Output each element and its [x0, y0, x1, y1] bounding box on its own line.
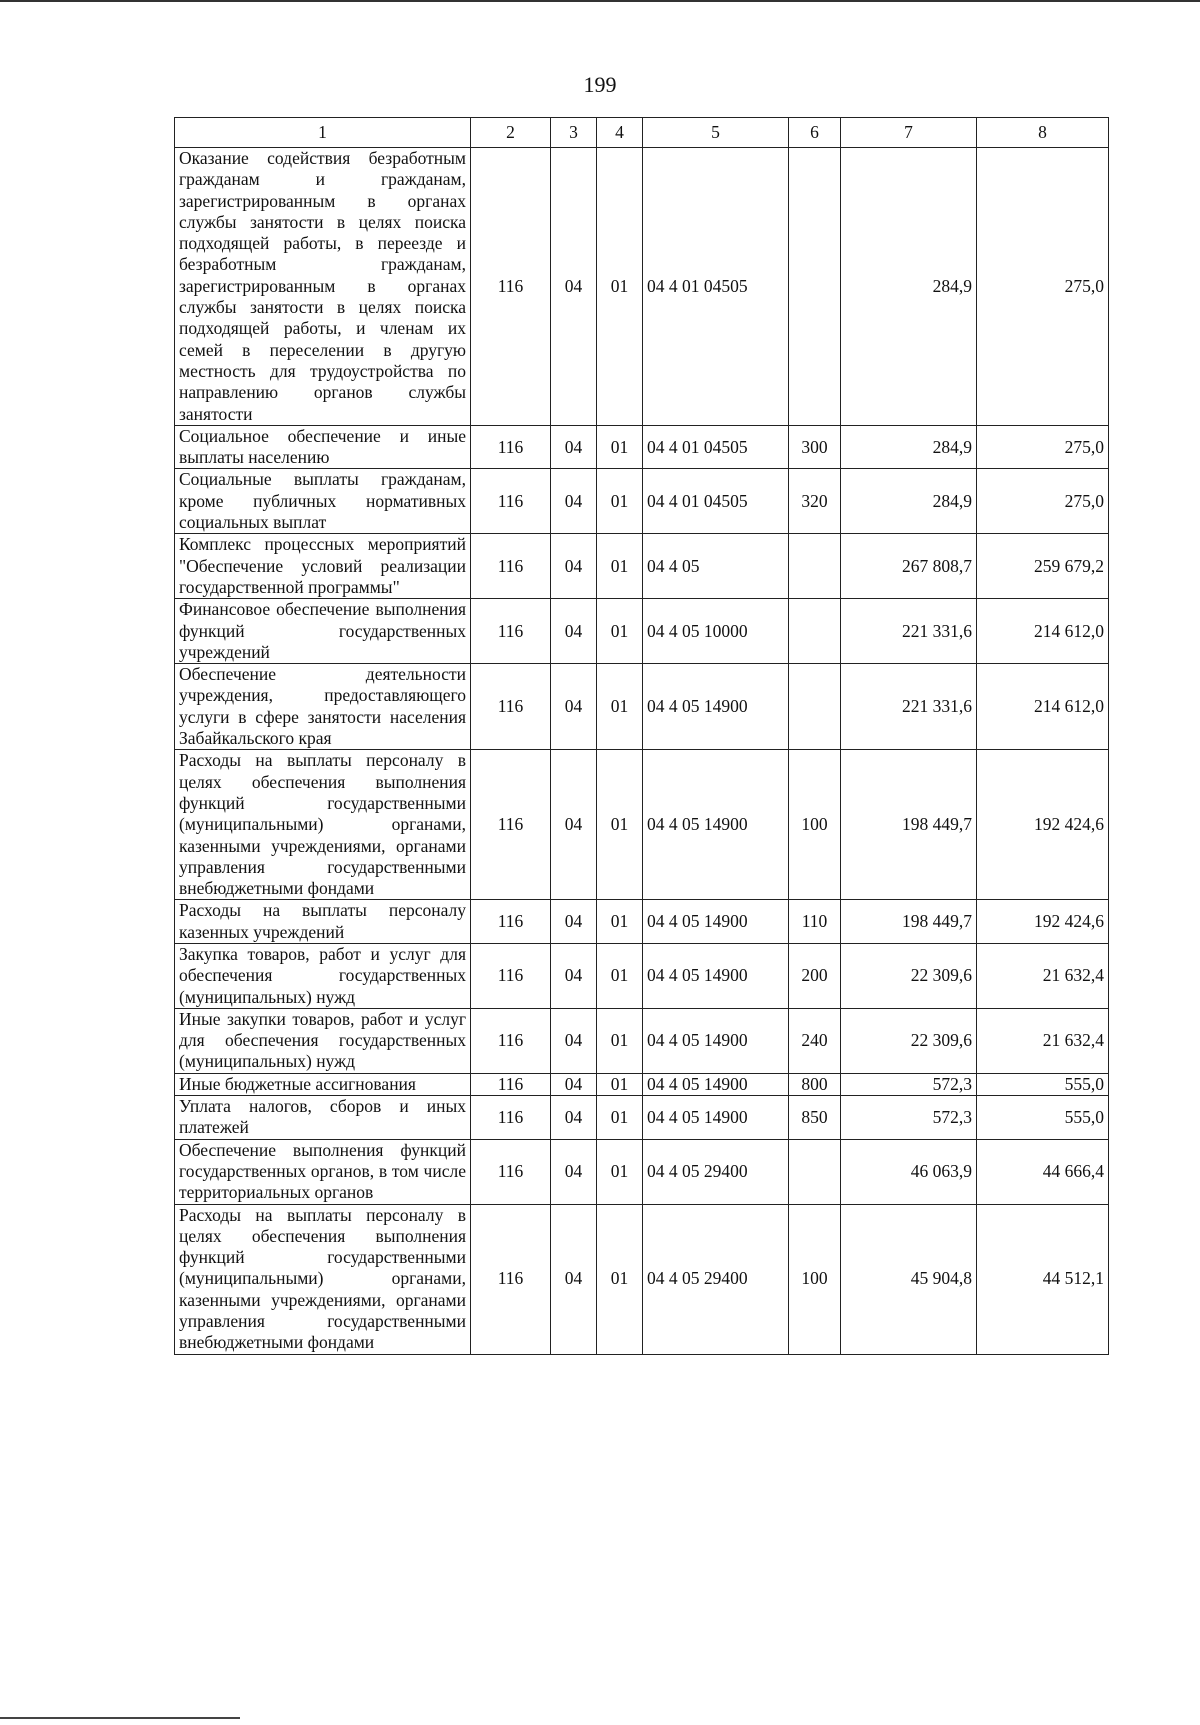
table-row — [175, 1008, 1109, 1073]
subsection-code: 01 — [597, 1096, 643, 1140]
target-article-code: 04 4 05 14900 — [643, 664, 789, 750]
amount-year-1: 284,9 — [841, 148, 977, 426]
expense-name: Обеспечение выполнения функций государственных органов, в том числе территориальных органов — [175, 1139, 471, 1204]
amount-year-2: 275,0 — [977, 425, 1109, 469]
expense-type-code: 100 — [789, 750, 841, 900]
expense-name: Расходы на выплаты персоналу в целях обеспечения выполнения функций государственными (муниципальными) органами, казенными учреждениями, органами управления государственными внебюджетными фондами — [175, 750, 471, 900]
subsection-code: 01 — [597, 534, 643, 599]
expense-name: Оказание содействия безработным гражданам и гражданам, зарегистрированным в органах службы занятости в целях поиска подходящей работы, в переезде и безработным гражданам, зарегистрированным в органах службы занятости в целях поиска подходящей работы, и членам их семей в переселении в другую местность для трудоустройства по направлению органов службы занятости — [175, 148, 471, 426]
amount-year-1: 267 808,7 — [841, 534, 977, 599]
target-article-code: 04 4 01 04505 — [643, 148, 789, 426]
target-article-code: 04 4 05 14900 — [643, 900, 789, 944]
amount-year-2: 21 632,4 — [977, 943, 1109, 1008]
amount-year-2: 192 424,6 — [977, 750, 1109, 900]
amount-year-1: 198 449,7 — [841, 750, 977, 900]
section-code: 04 — [551, 469, 597, 534]
target-article-code: 04 4 05 14900 — [643, 943, 789, 1008]
table-row — [175, 943, 1109, 1008]
amount-year-2: 214 612,0 — [977, 599, 1109, 664]
expense-name: Социальное обеспечение и иные выплаты населению — [175, 425, 471, 469]
subsection-code: 01 — [597, 1008, 643, 1073]
amount-year-1: 572,3 — [841, 1096, 977, 1140]
table-row — [175, 1073, 1109, 1095]
expense-name: Уплата налогов, сборов и иных платежей — [175, 1096, 471, 1140]
table-row — [175, 750, 1109, 900]
section-code: 04 — [551, 900, 597, 944]
column-header: 1 — [175, 118, 471, 148]
section-code: 04 — [551, 425, 597, 469]
amount-year-1: 221 331,6 — [841, 664, 977, 750]
expense-type-code: 240 — [789, 1008, 841, 1073]
amount-year-2: 44 512,1 — [977, 1204, 1109, 1354]
ministry-code: 116 — [471, 900, 551, 944]
subsection-code: 01 — [597, 900, 643, 944]
table-row — [175, 1139, 1109, 1204]
section-code: 04 — [551, 943, 597, 1008]
target-article-code: 04 4 05 14900 — [643, 1096, 789, 1140]
subsection-code: 01 — [597, 750, 643, 900]
table-row — [175, 664, 1109, 750]
bottom-edge-line — [0, 1717, 240, 1719]
section-code: 04 — [551, 599, 597, 664]
ministry-code: 116 — [471, 1073, 551, 1095]
expense-type-code: 110 — [789, 900, 841, 944]
expense-type-code: 200 — [789, 943, 841, 1008]
section-code: 04 — [551, 1008, 597, 1073]
table-row — [175, 1096, 1109, 1140]
ministry-code: 116 — [471, 1096, 551, 1140]
ministry-code: 116 — [471, 425, 551, 469]
section-code: 04 — [551, 1096, 597, 1140]
target-article-code: 04 4 05 14900 — [643, 1008, 789, 1073]
table-row — [175, 534, 1109, 599]
expense-type-code: 800 — [789, 1073, 841, 1095]
amount-year-1: 284,9 — [841, 425, 977, 469]
amount-year-2: 44 666,4 — [977, 1139, 1109, 1204]
target-article-code: 04 4 05 14900 — [643, 750, 789, 900]
section-code: 04 — [551, 534, 597, 599]
expense-name: Финансовое обеспечение выполнения функций государственных учреждений — [175, 599, 471, 664]
amount-year-2: 214 612,0 — [977, 664, 1109, 750]
ministry-code: 116 — [471, 469, 551, 534]
column-header: 5 — [643, 118, 789, 148]
amount-year-2: 192 424,6 — [977, 900, 1109, 944]
table-row — [175, 469, 1109, 534]
subsection-code: 01 — [597, 469, 643, 534]
subsection-code: 01 — [597, 1139, 643, 1204]
subsection-code: 01 — [597, 1073, 643, 1095]
section-code: 04 — [551, 1139, 597, 1204]
target-article-code: 04 4 01 04505 — [643, 425, 789, 469]
ministry-code: 116 — [471, 1008, 551, 1073]
amount-year-1: 45 904,8 — [841, 1204, 977, 1354]
table-row — [175, 148, 1109, 426]
expense-name: Комплекс процессных мероприятий "Обеспечение условий реализации государственной программы" — [175, 534, 471, 599]
column-header: 4 — [597, 118, 643, 148]
amount-year-1: 572,3 — [841, 1073, 977, 1095]
expense-name: Социальные выплаты гражданам, кроме публичных нормативных социальных выплат — [175, 469, 471, 534]
subsection-code: 01 — [597, 1204, 643, 1354]
expense-name: Расходы на выплаты персоналу казенных учреждений — [175, 900, 471, 944]
target-article-code: 04 4 01 04505 — [643, 469, 789, 534]
amount-year-2: 259 679,2 — [977, 534, 1109, 599]
ministry-code: 116 — [471, 599, 551, 664]
amount-year-1: 46 063,9 — [841, 1139, 977, 1204]
page-number: 199 — [583, 72, 617, 97]
expense-type-code — [789, 1139, 841, 1204]
ministry-code: 116 — [471, 943, 551, 1008]
expense-name: Расходы на выплаты персоналу в целях обеспечения выполнения функций государственными (муниципальными) органами, казенными учреждениями, органами управления государственными внебюджетными фондами — [175, 1204, 471, 1354]
target-article-code: 04 4 05 14900 — [643, 1073, 789, 1095]
expense-name: Закупка товаров, работ и услуг для обеспечения государственных (муниципальных) нужд — [175, 943, 471, 1008]
expense-type-code: 300 — [789, 425, 841, 469]
amount-year-2: 555,0 — [977, 1096, 1109, 1140]
ministry-code: 116 — [471, 148, 551, 426]
column-header: 3 — [551, 118, 597, 148]
table-row — [175, 425, 1109, 469]
target-article-code: 04 4 05 29400 — [643, 1139, 789, 1204]
ministry-code: 116 — [471, 1139, 551, 1204]
target-article-code: 04 4 05 10000 — [643, 599, 789, 664]
amount-year-1: 221 331,6 — [841, 599, 977, 664]
expense-type-code: 850 — [789, 1096, 841, 1140]
table-row — [175, 599, 1109, 664]
expense-type-code — [789, 664, 841, 750]
ministry-code: 116 — [471, 534, 551, 599]
budget-table — [174, 117, 1109, 1355]
target-article-code: 04 4 05 — [643, 534, 789, 599]
expense-name: Обеспечение деятельности учреждения, предоставляющего услуги в сфере занятости населения Забайкальского края — [175, 664, 471, 750]
table-row — [175, 1204, 1109, 1354]
expense-type-code: 100 — [789, 1204, 841, 1354]
ministry-code: 116 — [471, 664, 551, 750]
expense-type-code — [789, 148, 841, 426]
expense-type-code — [789, 534, 841, 599]
expense-name: Иные бюджетные ассигнования — [175, 1073, 471, 1095]
ministry-code: 116 — [471, 1204, 551, 1354]
amount-year-1: 22 309,6 — [841, 1008, 977, 1073]
subsection-code: 01 — [597, 943, 643, 1008]
section-code: 04 — [551, 1204, 597, 1354]
amount-year-2: 555,0 — [977, 1073, 1109, 1095]
amount-year-1: 22 309,6 — [841, 943, 977, 1008]
section-code: 04 — [551, 1073, 597, 1095]
amount-year-2: 275,0 — [977, 469, 1109, 534]
amount-year-1: 198 449,7 — [841, 900, 977, 944]
subsection-code: 01 — [597, 664, 643, 750]
column-header: 8 — [977, 118, 1109, 148]
expense-type-code — [789, 599, 841, 664]
section-code: 04 — [551, 664, 597, 750]
column-header: 2 — [471, 118, 551, 148]
table-row — [175, 900, 1109, 944]
section-code: 04 — [551, 750, 597, 900]
column-header: 7 — [841, 118, 977, 148]
section-code: 04 — [551, 148, 597, 426]
top-edge-line — [0, 0, 1200, 2]
subsection-code: 01 — [597, 425, 643, 469]
expense-type-code: 320 — [789, 469, 841, 534]
subsection-code: 01 — [597, 148, 643, 426]
subsection-code: 01 — [597, 599, 643, 664]
column-number-header — [175, 118, 1109, 148]
amount-year-1: 284,9 — [841, 469, 977, 534]
column-header: 6 — [789, 118, 841, 148]
target-article-code: 04 4 05 29400 — [643, 1204, 789, 1354]
ministry-code: 116 — [471, 750, 551, 900]
amount-year-2: 21 632,4 — [977, 1008, 1109, 1073]
expense-name: Иные закупки товаров, работ и услуг для обеспечения государственных (муниципальных) нужд — [175, 1008, 471, 1073]
amount-year-2: 275,0 — [977, 148, 1109, 426]
